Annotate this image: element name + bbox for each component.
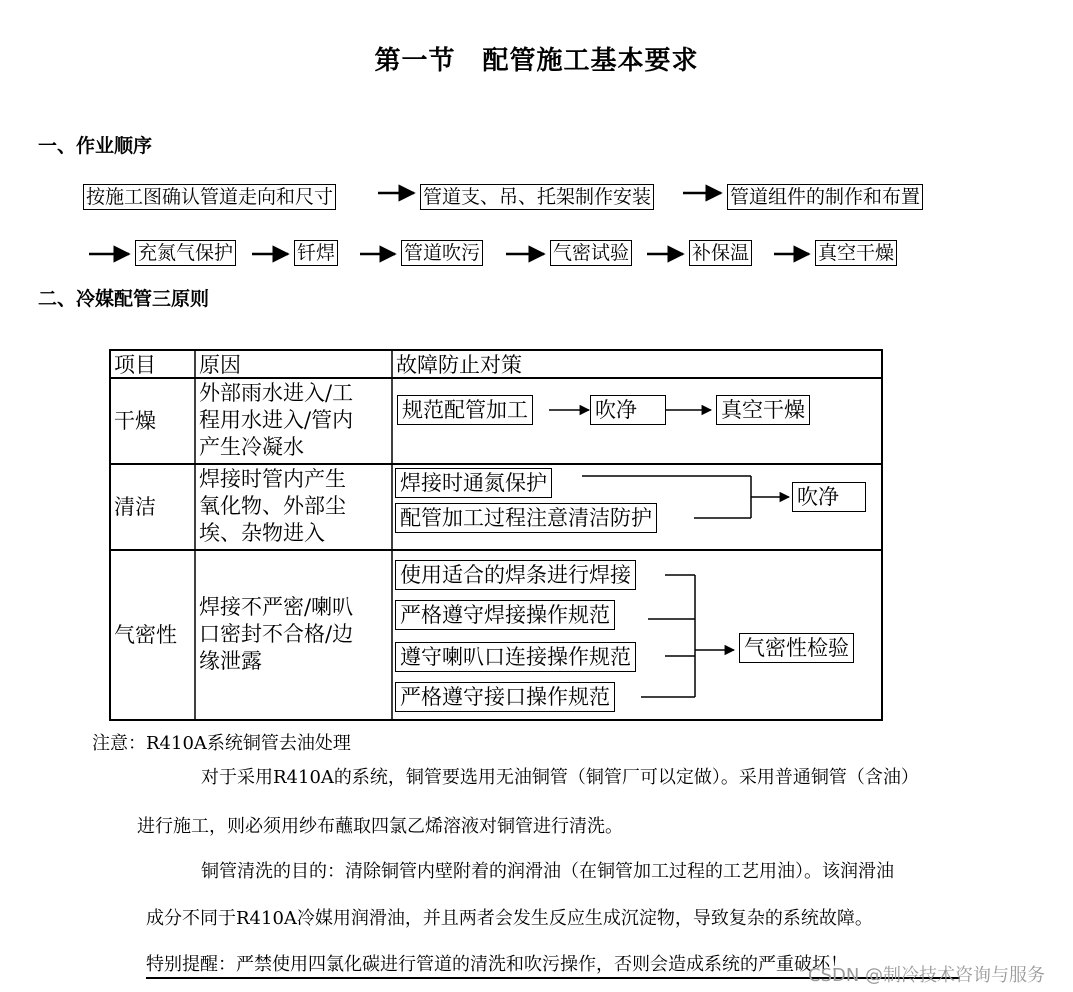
row-airtight-reason: 焊接不严密/喇叭 口密封不合格/边 缘泄露: [199, 595, 354, 673]
measure-welding-spec: 严格遵守焊接操作规范: [395, 600, 615, 630]
step-vacuum-dry: 真空干燥: [815, 240, 897, 266]
note-label: 注意：R410A系统铜管去油处理: [92, 733, 351, 754]
note-paragraph-2: 进行施工，则必须用纱布蘸取四氯乙烯溶液对铜管进行清洗。: [137, 816, 623, 837]
measure-nitrogen-welding: 焊接时通氮保护: [395, 468, 552, 498]
row-airtight-item: 气密性: [114, 623, 177, 647]
section1-heading: 一、作业顺序: [38, 135, 153, 157]
step-blowing: 管道吹污: [401, 240, 483, 266]
note-paragraph-3: 铜管清洗的目的：清除铜管内壁附着的润滑油（在铜管加工过程的工艺用油）。该润滑油: [201, 861, 894, 882]
row-clean-item: 清洁: [114, 495, 156, 519]
measure-flare-spec: 遵守喇叭口连接操作规范: [395, 642, 636, 672]
step-airtight-test: 气密试验: [550, 240, 632, 266]
measure-suitable-rod: 使用适合的焊条进行焊接: [395, 560, 636, 590]
page-title: 第一节 配管施工基本要求: [374, 46, 699, 76]
measure-clean-protection: 配管加工过程注意清洁防护: [395, 503, 657, 533]
step-support-install: 管道支、吊、托架制作安装: [420, 184, 654, 210]
measure-blow-clean: 吹净: [590, 395, 666, 425]
step-component-layout: 管道组件的制作和布置: [727, 184, 923, 210]
table-header-reason: 原因: [199, 353, 241, 377]
result-blow-clean: 吹净: [792, 482, 866, 512]
measure-vacuum-dry: 真空干燥: [716, 395, 810, 425]
measure-joint-spec: 严格遵守接口操作规范: [395, 682, 615, 712]
table-header-item: 项目: [114, 353, 156, 377]
row-dry-reason: 外部雨水进入/工 程用水进入/管内 产生冷凝水: [199, 381, 354, 459]
step-nitrogen: 充氮气保护: [135, 240, 236, 266]
row-dry-item: 干燥: [114, 409, 156, 433]
step-confirm-route: 按施工图确认管道走向和尺寸: [83, 184, 336, 210]
note-paragraph-1: 对于采用R410A的系统，铜管要选用无油铜管（铜管厂可以定做）。采用普通铜管（含油）: [201, 767, 919, 788]
special-warning: 特别提醒：严禁使用四氯化碳进行管道的清洗和吹污操作，否则会造成系统的严重破坏！: [146, 954, 848, 975]
section2-heading: 二、冷媒配管三原则: [38, 288, 210, 310]
note-paragraph-4: 成分不同于R410A冷媒用润滑油，并且两者会发生反应生成沉淀物，导致复杂的系统故障。: [146, 908, 873, 929]
watermark: CSDN @制冷技术咨询与服务: [808, 965, 1046, 986]
row-clean-reason: 焊接时管内产生 氧化物、外部尘 埃、杂物进入: [199, 467, 346, 545]
step-insulation: 补保温: [689, 240, 752, 266]
measure-standard-processing: 规范配管加工: [397, 395, 533, 425]
table-header-measures: 故障防止对策: [396, 353, 522, 377]
step-brazing: 钎焊: [294, 240, 338, 266]
result-airtight-test: 气密性检验: [739, 633, 854, 663]
